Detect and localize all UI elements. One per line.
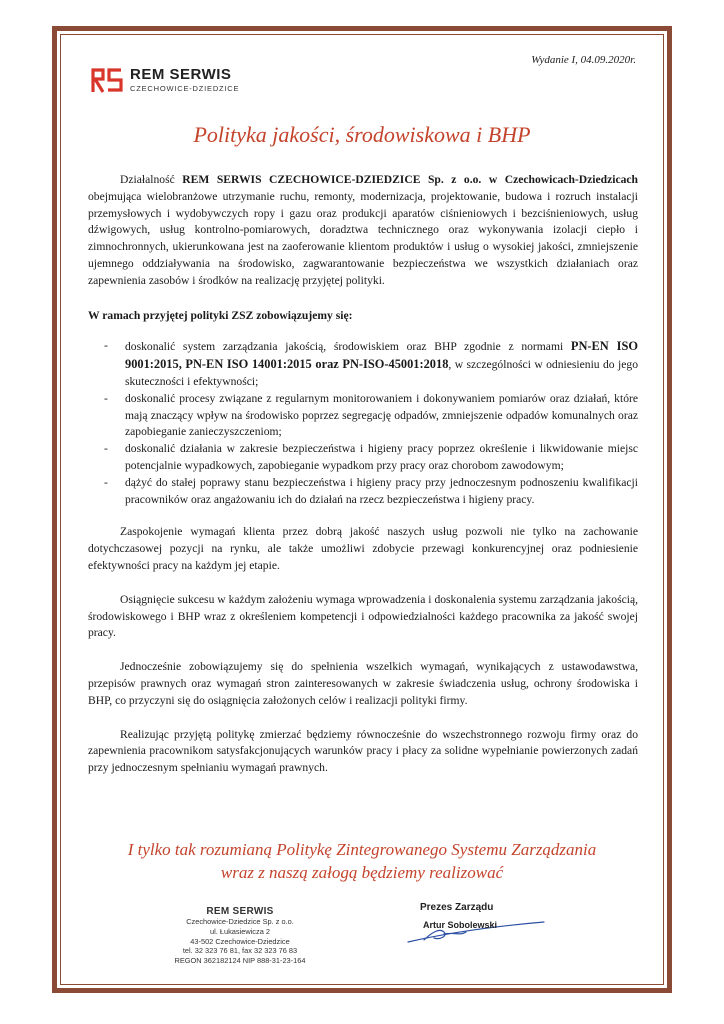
bullet-1-norms: PN-EN ISO 9001:2015, PN-EN ISO 14001:2015 oraz PN-ISO-45001:2018 (125, 339, 639, 372)
company-logo (90, 67, 280, 97)
bullet-dash: - (104, 442, 108, 456)
stamp-line: 43-502 Czechowice-Dziedzice (190, 936, 290, 946)
paragraph-customer: Zaspokojenie wymagań klienta przez dobrą jakość naszych usług pozwoli nie tylko na zachowanie dotychczasowej pozycji na rynku, ale także umożliwi zdobycie przewagi konkurencyjnej oraz podniesienie efektywności pracy na każdym jej etapie. (88, 525, 638, 572)
bullet-1-lead: doskonalić system zarządzania jakością, środowiskiem oraz BHP zgodnie z normami (125, 340, 571, 354)
closing-line-1: I tylko tak rozumianą Politykę Zintegrowanego Systemu Zarządzania (127, 840, 597, 859)
stamp-company-name: REM SERWIS (206, 906, 274, 917)
list-item (88, 441, 638, 475)
closing-statement (0, 838, 724, 884)
intro-company-name: REM SERWIS CZECHOWICE-DZIEDZICE Sp. z o.o. w Czechowicach-Dziedzicach (182, 173, 638, 186)
edition-date: Wydanie I, 04.09.2020r. (531, 54, 636, 66)
commitment-heading: W ramach przyjętej polityki ZSZ zobowiązujemy się: (88, 308, 353, 322)
stamp-line: Czechowice-Dziedzice Sp. z o.o. (186, 917, 294, 926)
bullet-3-text: doskonalić działania w zakresie bezpieczeństwa i higieny pracy poprzez określenie i likwidowanie miejsc potencjalnie wypadkowych, zapobieganie wypadkom przy pracy oraz chorobom zawodowym; (125, 442, 638, 472)
president-signature-block (410, 902, 560, 952)
paragraph-success: Osiągnięcie sukcesu w każdym założeniu wymaga wprowadzenia i doskonalenia systemu zarządzania jakością, środowiskowego i BHP wraz z określeniem kompetencji i odpowiedzialności każdego pracownika za jakość swojej pracy. (88, 592, 638, 640)
handwritten-signature (404, 910, 554, 950)
intro-lead: Działalność (120, 173, 183, 186)
president-title: Prezes Zarządu (420, 902, 494, 913)
rs-logo-icon (90, 67, 124, 93)
bullet-1-rest: , w szczególności w odniesieniu do jego skuteczności i efektywności; (125, 358, 638, 388)
intro-rest: obejmująca wielobranżowe utrzymanie ruchu, remonty, modernizacja, projektowanie, budowa i rozruch instalacji przemysłowych i wydobywczych ropy i gazu oraz produkcji aparatów ciśnieniowych i bezciśnieniowych, usług dźwigowych, usług kontrolno-pomiarowych, doradztwa technicznego oraz wykonywania izolacji ciepło i zimnochronnych, ukierunkowana jest na zaoferowanie klientom produktów i usług o wysokiej jakości, zmniejszenie ujemnego oddziaływania na środowisko, zagwarantowanie bezpieczeństwa we wszystkich działaniach oraz zapewnienia zasobów i środków na realizację przyjętej polityki. (88, 189, 638, 287)
list-item (88, 475, 638, 509)
commitment-list (88, 338, 638, 508)
list-item (88, 391, 638, 441)
stamp-line: ul. Łukasiewicza 2 (210, 926, 270, 936)
intro-paragraph (88, 172, 638, 290)
bullet-2-text: doskonalić procesy związane z regularnym monitorowaniem i dokonywaniem pomiarów oraz działań, które mają znaczący wpływ na środowisko poprzez segregację odpadów, zmniejszenie odpadów komunalnych oraz zapobieganie zanieczyszczeniom; (125, 391, 638, 439)
stamp-line: tel. 32 323 76 81, fax 32 323 76 83 (182, 946, 298, 956)
list-item (88, 338, 638, 390)
logo-company-location: CZECHOWICE-DZIEDZICE (130, 84, 240, 93)
bullet-dash: - (104, 391, 108, 405)
paragraph-development: Realizując przyjętą politykę zmierzać będziemy równocześnie do wszechstronnego rozwoju firmy oraz do zapewnienia pracownikom satysfakcjonujących warunków pracy i płacy za solidne wypełnianie powierzonych zadań przy jednoczesnym spełnianiu wymagań prawnych. (88, 727, 638, 775)
bullet-dash: - (104, 475, 108, 489)
closing-line-2: wraz z naszą załogą będziemy realizować (220, 863, 504, 882)
document-title: Polityka jakości, środowiskowa i BHP (193, 122, 531, 147)
logo-company-name: REM SERWIS (130, 66, 232, 83)
document-body (88, 172, 638, 794)
bullet-4-text: dążyć do stałej poprawy stanu bezpieczeństwa i higieny pracy przy jednoczesnym podnoszeniu kwalifikacji pracowników oraz angażowaniu ich do działań na rzecz bezpieczeństwa i higieny pracy. (125, 475, 638, 506)
bullet-dash: - (104, 339, 108, 353)
president-name: Artur Sobolewski (423, 920, 498, 930)
paragraph-compliance: Jednocześnie zobowiązujemy się do spełnienia wszelkich wymagań, wynikających z ustawodawstwa, przepisów prawnych oraz wymagań stron zainteresowanych w zakresie świadczenia usług, ochrony środowiska i BHP, co przyczyni się do osiągnięcia założonych celów i realizacji polityki firmy. (88, 660, 638, 707)
company-stamp (140, 906, 340, 966)
stamp-line: REGON 362182124 NIP 888-31-23-164 (174, 956, 306, 966)
